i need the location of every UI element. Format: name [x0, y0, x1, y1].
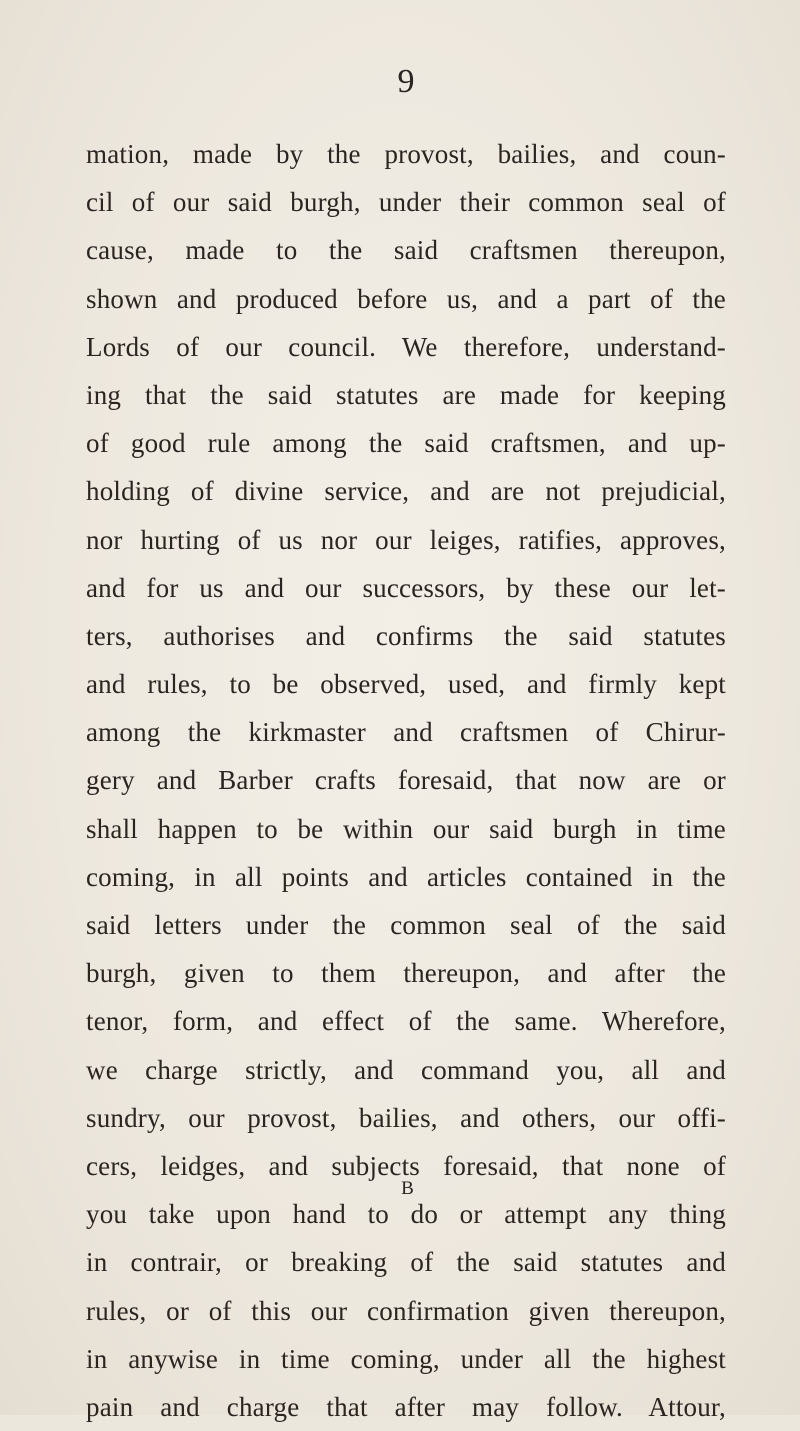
text-line: and rules, to be observed, used, and firmly kept: [86, 669, 726, 700]
text-line: burgh, given to them thereupon, and after the: [86, 958, 726, 989]
text-line: sundry, our provost, bailies, and others, our offi-: [86, 1102, 726, 1133]
text-line: gery and Barber crafts foresaid, that now are or: [86, 765, 726, 796]
body-text: [86, 130, 726, 1431]
text-line: among the kirkmaster and craftsmen of Chirur-: [86, 717, 726, 748]
text-line: rules, or of this our confirmation given thereupon,: [86, 1295, 726, 1326]
text-line: coming, in all points and articles contained in the: [86, 861, 726, 892]
page-number: 9: [397, 63, 415, 100]
text-line: said letters under the common seal of the said: [86, 910, 726, 940]
text-line: shown and produced before us, and a part of the: [86, 283, 726, 314]
text-line: in anywise in time coming, under all the highest: [86, 1343, 726, 1374]
text-line: tenor, form, and effect of the same. Wherefore,: [86, 1006, 726, 1037]
text-line: ters, authorises and confirms the said statutes: [86, 620, 726, 651]
text-line: Lords of our council. We therefore, understand-: [86, 331, 726, 362]
text-line: and for us and our successors, by these our let-: [86, 572, 726, 603]
signature-mark: B: [401, 1178, 415, 1199]
text-line: of good rule among the said craftsmen, and up-: [86, 428, 726, 459]
text-line: cause, made to the said craftsmen thereupon,: [86, 235, 726, 266]
text-line: nor hurting of us nor our leiges, ratifies, approves,: [86, 524, 726, 555]
text-line: mation, made by the provost, bailies, and coun-: [86, 139, 726, 169]
text-line: cers, leidges, and subjects foresaid, that none of: [86, 1150, 726, 1181]
text-line: you take upon hand to do or attempt any thing: [86, 1199, 726, 1230]
text-line: cil of our said burgh, under their common seal of: [86, 187, 726, 218]
text-line: pain and charge that after may follow. Attour,: [86, 1391, 726, 1422]
text-line: we charge strictly, and command you, all and: [86, 1054, 726, 1085]
text-line: shall happen to be within our said burgh in time: [86, 813, 726, 844]
text-line: in contrair, or breaking of the said statutes and: [86, 1247, 726, 1278]
text-line: ing that the said statutes are made for keeping: [86, 379, 726, 410]
text-line: holding of divine service, and are not prejudicial,: [86, 476, 726, 507]
